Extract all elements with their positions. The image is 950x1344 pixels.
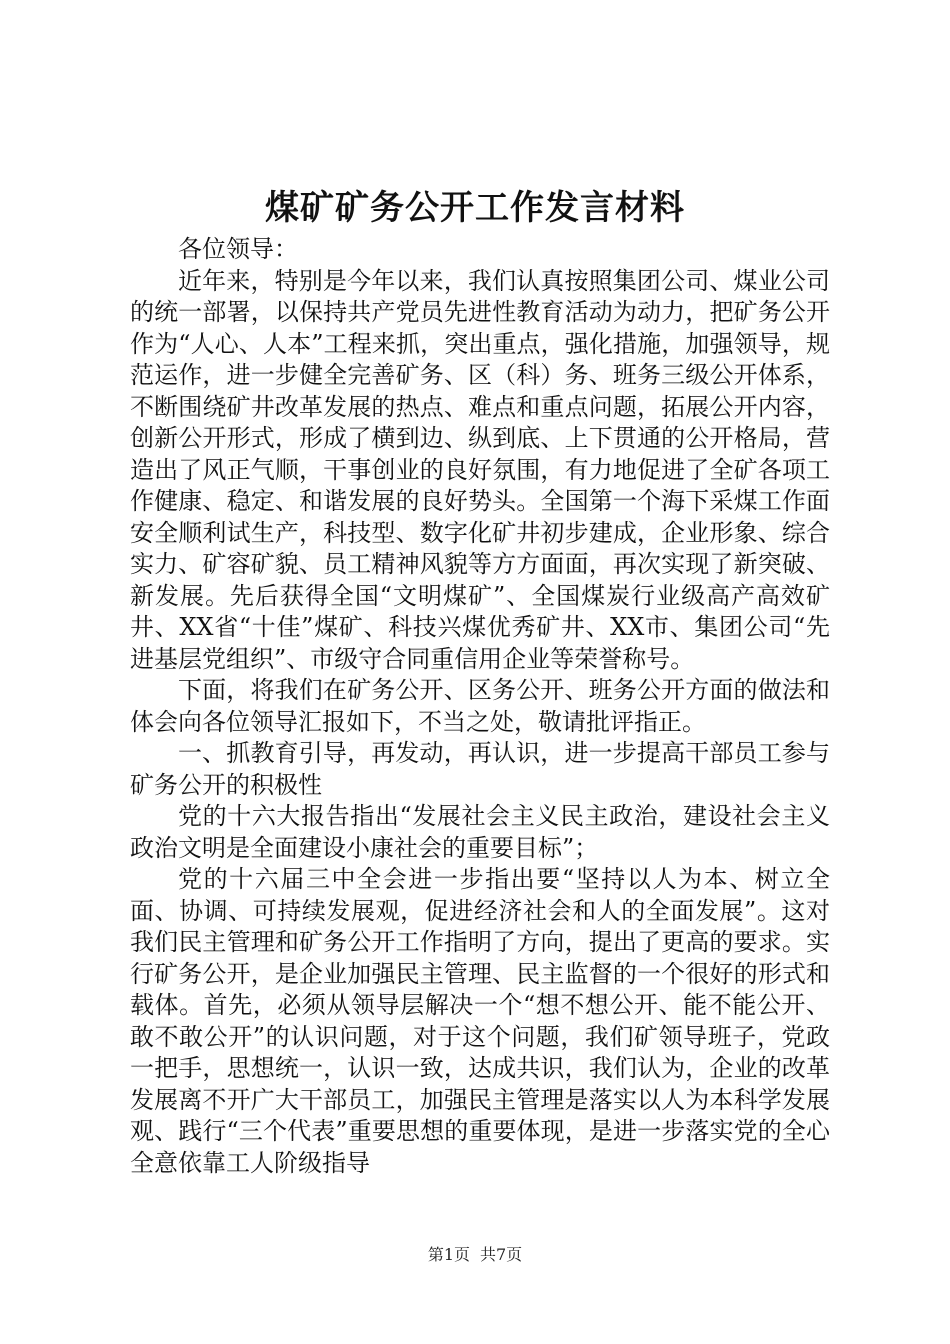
page-total: 共7页 [480,1245,523,1264]
body-paragraph: 党的十六届三中全会进一步指出要“坚持以人为本、树立全面、协调、可持续发展观，促进经济社会和人的全面发展”。这对我们民主管理和矿务公开工作指明了方向，提出了更高的要求。实行矿务公开，是企业加强民主管理、民主监督的一个很好的形式和载体。首先，必须从领导层解决一个“想不想公开、能不能公开、敢不敢公开”的认识问题，对于这个问题，我们矿领导班子，党政一把手，思想统一，认识一致，达成共识，我们认为，企业的改革发展离不开广大干部员工，加强民主管理是落实以人为本科学发展观、践行“三个代表”重要思想的重要体现，是进一步落实党的全心全意依靠工人阶级指导 [130,865,830,1177]
page-number: 第1页 [427,1245,470,1264]
page-title: 煤矿矿务公开工作发言材料 [265,188,685,228]
document-body [130,234,830,1179]
page-footer [0,1244,950,1266]
section-heading: 一、抓教育引导，再发动，再认识，进一步提高干部员工参与矿务公开的积极性 [130,739,830,799]
salutation: 各位领导： [178,235,298,263]
body-paragraph: 党的十六大报告指出“发展社会主义民主政治，建设社会主义政治文明是全面建设小康社会的重要目标”； [130,802,830,862]
body-paragraph: 下面，将我们在矿务公开、区务公开、班务公开方面的做法和体会向各位领导汇报如下，不当之处，敬请批评指正。 [130,676,830,736]
body-paragraph: 近年来，特别是今年以来，我们认真按照集团公司、煤业公司的统一部署，以保持共产党员先进性教育活动为动力，把矿务公开作为“人心、人本”工程来抓，突出重点，强化措施，加强领导，规范运作，进一步健全完善矿务、区（科）务、班务三级公开体系，不断围绕矿井改革发展的热点、难点和重点问题，拓展公开内容，创新公开形式，形成了横到边、纵到底、上下贯通的公开格局，营造出了风正气顺，干事创业的良好氛围，有力地促进了全矿各项工作健康、稳定、和谐发展的良好势头。全国第一个海下采煤工作面安全顺利试生产，科技型、数字化矿井初步建成，企业形象、综合实力、矿容矿貌、员工精神风貌等方方面面，再次实现了新突破、新发展。先后获得全国“文明煤矿”、全国煤炭行业级高产高效矿井、XX省“十佳”煤矿、科技兴煤优秀矿井、XX市、集团公司“先进基层党组织”、市级守合同重信用企业等荣誉称号。 [130,266,830,673]
